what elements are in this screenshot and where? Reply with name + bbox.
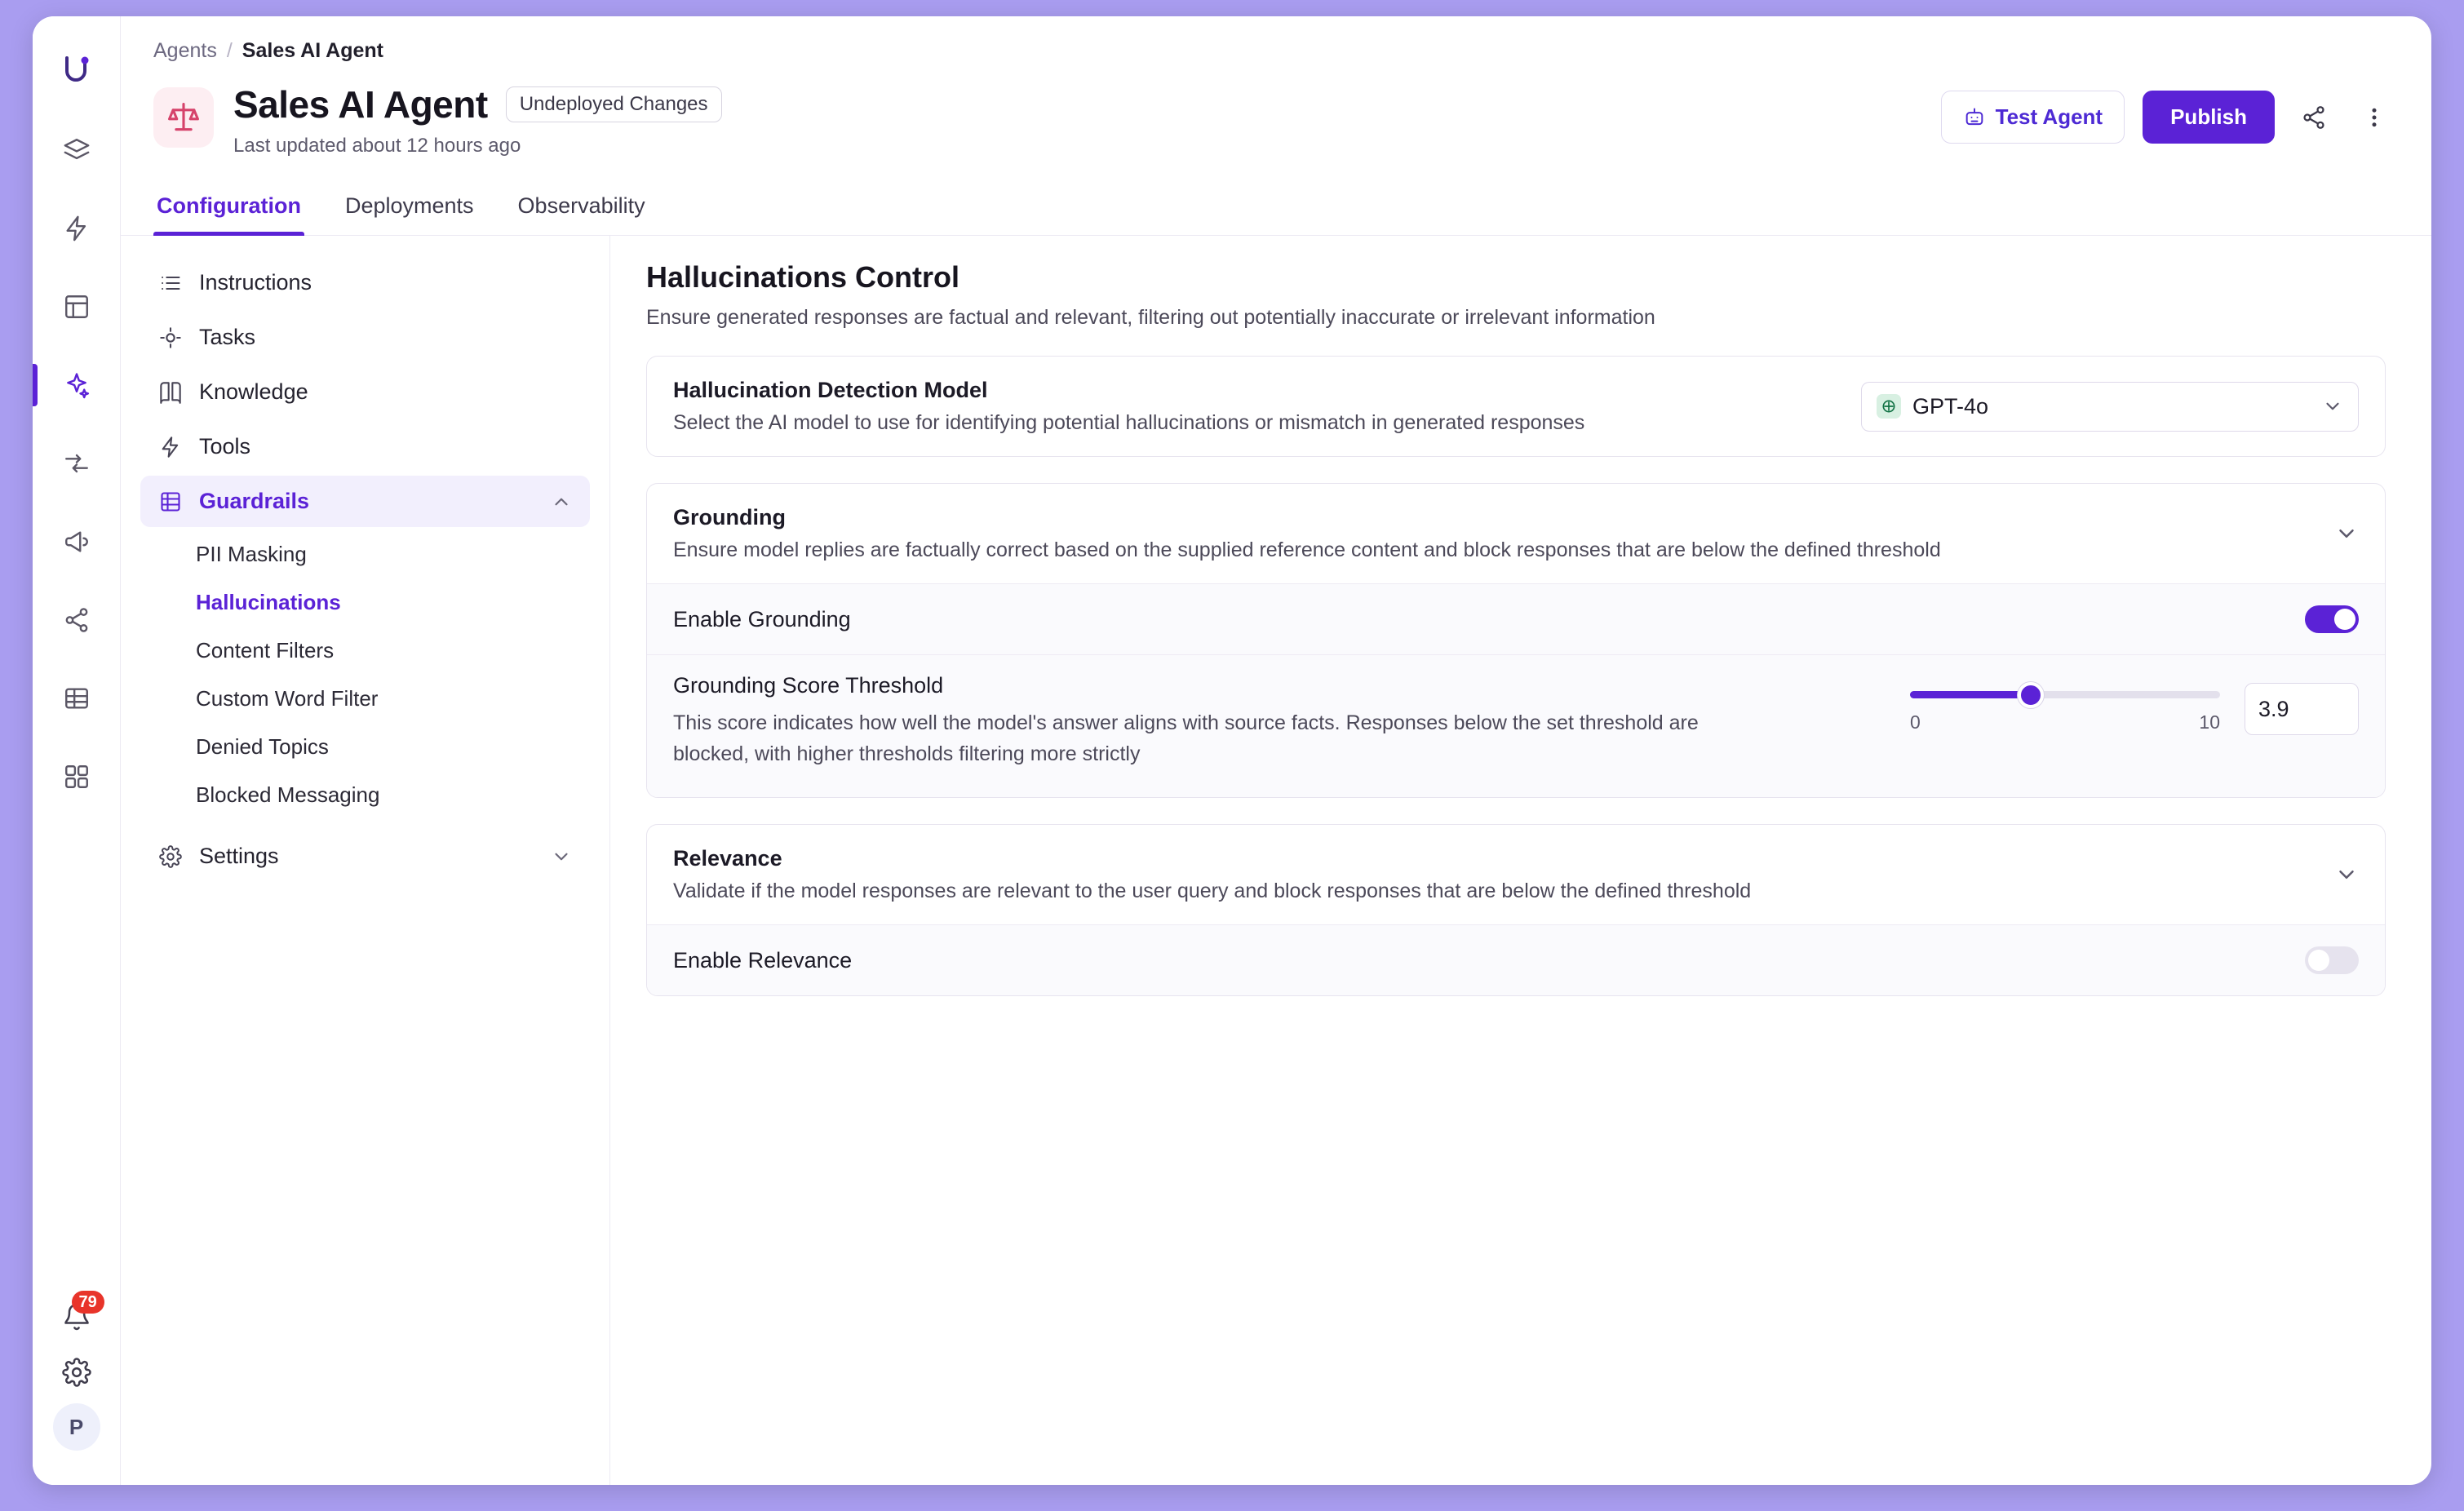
content-panel	[610, 236, 2431, 1485]
brand-logo-icon[interactable]	[54, 46, 100, 91]
chevron-down-icon[interactable]	[2334, 862, 2359, 887]
model-select[interactable]	[1861, 382, 2359, 432]
chevron-down-icon[interactable]	[2334, 521, 2359, 546]
relevance-title: Relevance	[673, 846, 782, 871]
header-actions	[1941, 91, 2395, 144]
grounding-threshold-label: Grounding Score Threshold	[673, 673, 944, 698]
agent-avatar-icon	[153, 87, 214, 148]
slider-fill	[1910, 691, 2031, 698]
notification-count-badge: 79	[72, 1291, 104, 1314]
grounding-header[interactable]	[647, 484, 2385, 583]
bolt-icon	[158, 436, 183, 459]
bolt-icon	[63, 215, 91, 242]
gear-icon	[158, 845, 183, 868]
tab-bar	[121, 182, 2431, 236]
sidebar-item-knowledge[interactable]	[140, 366, 590, 418]
slider-max-label: 10	[2199, 711, 2220, 733]
slider-handle[interactable]	[2018, 682, 2044, 708]
layers-icon	[63, 136, 91, 164]
sidebar-item-apps[interactable]	[51, 751, 103, 803]
notifications-button[interactable]	[62, 1293, 97, 1332]
sidebar-item-label: Knowledge	[199, 379, 308, 404]
sidebar-item-denied-topics[interactable]: Denied Topics	[196, 734, 329, 759]
sidebar-item-integrations[interactable]	[51, 594, 103, 646]
enable-relevance-label: Enable Relevance	[673, 947, 853, 973]
secondary-sidebar	[121, 236, 610, 1485]
publish-label: Publish	[2170, 104, 2247, 129]
section-description: Ensure generated responses are factual and relevant, filtering out potentially inaccurate or irrelevant information	[646, 306, 1655, 329]
last-updated-text: Last updated about 12 hours ago	[233, 135, 521, 157]
sidebar-item-label: Tasks	[199, 325, 256, 349]
tab-configuration[interactable]: Configuration	[153, 182, 304, 235]
more-options-button[interactable]	[2353, 96, 2395, 139]
sidebar-item-label: Tools	[199, 434, 251, 459]
sidebar-item-workspace[interactable]	[51, 281, 103, 333]
test-agent-icon	[1963, 106, 1986, 129]
sidebar-item-guardrails[interactable]	[140, 476, 590, 527]
slider-min-label: 0	[1910, 711, 1921, 733]
sidebar-item-hallucinations[interactable]: Hallucinations	[196, 590, 341, 614]
sidebar-item-layers[interactable]	[51, 124, 103, 176]
sidebar-item-agents[interactable]	[51, 359, 103, 411]
grounding-card	[646, 483, 2386, 798]
model-select-value: GPT-4o	[1912, 393, 1989, 419]
sidebar-item-instructions[interactable]	[140, 257, 590, 308]
page-header	[121, 68, 2431, 157]
share-icon	[2301, 104, 2327, 131]
sidebar-item-label: Settings	[199, 844, 279, 868]
grounding-description: Ensure model replies are factually correct based on the supplied reference content and block responses that are below the defined threshold	[673, 538, 1941, 561]
app-window	[33, 16, 2431, 1485]
layout-panel-icon	[63, 293, 91, 321]
slider-track[interactable]	[1910, 691, 2220, 698]
grounding-title: Grounding	[673, 505, 786, 530]
gear-icon	[62, 1358, 91, 1387]
relevance-header[interactable]	[647, 825, 2385, 924]
sidebar-item-tables[interactable]	[51, 672, 103, 724]
grid-apps-icon	[63, 763, 91, 791]
breadcrumb-current: Sales AI Agent	[242, 39, 383, 62]
settings-button[interactable]	[62, 1358, 91, 1387]
target-icon	[158, 326, 183, 349]
sidebar-item-content-filters[interactable]: Content Filters	[196, 638, 335, 662]
detection-model-header	[647, 357, 2385, 456]
enable-grounding-row	[647, 583, 2385, 654]
enable-relevance-row	[647, 924, 2385, 995]
chevron-down-icon	[2322, 396, 2343, 417]
enable-grounding-label: Enable Grounding	[673, 606, 851, 631]
grounding-threshold-description: This score indicates how well the model's answer aligns with source facts. Responses below the set threshold are blocked, with higher thresholds filtering more strictly	[673, 711, 1699, 765]
book-icon	[158, 381, 183, 404]
table-icon	[63, 685, 91, 712]
sidebar-item-custom-word-filter[interactable]: Custom Word Filter	[196, 686, 379, 711]
avatar[interactable]: P	[53, 1403, 100, 1451]
section-title: Hallucinations Control	[646, 260, 960, 294]
chevron-down-icon[interactable]	[551, 846, 572, 867]
openai-model-icon	[1877, 394, 1901, 419]
test-agent-label: Test Agent	[1995, 104, 2103, 129]
share-network-icon	[63, 606, 91, 634]
tab-observability[interactable]: Observability	[517, 193, 645, 218]
shield-grid-icon	[158, 490, 183, 513]
sidebar-item-tasks[interactable]	[140, 312, 590, 363]
grounding-threshold-input[interactable]: 3.9	[2245, 683, 2359, 735]
publish-button[interactable]	[2143, 91, 2275, 144]
test-agent-button[interactable]	[1941, 91, 2125, 144]
relevance-description: Validate if the model responses are relevant to the user query and block responses that are below the defined threshold	[673, 880, 1752, 902]
grounding-threshold-row	[647, 654, 2385, 797]
breadcrumb	[121, 16, 2431, 68]
sidebar-item-pii-masking[interactable]: PII Masking	[196, 542, 307, 566]
sidebar-item-label: Instructions	[199, 270, 312, 295]
enable-grounding-toggle[interactable]	[2305, 605, 2359, 633]
share-button[interactable]	[2293, 96, 2335, 139]
detection-model-description: Select the AI model to use for identifying potential hallucinations or mismatch in generated responses	[673, 411, 1585, 434]
sidebar-item-blocked-messaging[interactable]: Blocked Messaging	[196, 782, 380, 807]
tab-deployments[interactable]: Deployments	[344, 193, 474, 218]
slider-scale	[1910, 711, 2220, 733]
list-icon	[158, 272, 183, 295]
breadcrumb-separator: /	[226, 39, 233, 62]
sidebar-item-flows[interactable]	[51, 437, 103, 490]
more-vertical-icon	[2362, 105, 2386, 130]
sparkles-icon	[63, 371, 91, 399]
status-badge: Undeployed Changes	[506, 86, 722, 122]
sidebar-footer	[53, 1293, 100, 1485]
enable-relevance-toggle[interactable]	[2305, 946, 2359, 974]
megaphone-icon	[63, 528, 91, 556]
detection-model-title: Hallucination Detection Model	[673, 378, 988, 402]
relevance-card	[646, 824, 2386, 996]
sidebar-item-automations[interactable]	[51, 202, 103, 255]
sidebar-item-settings[interactable]	[140, 831, 590, 882]
body-area	[121, 236, 2431, 1485]
primary-sidebar	[33, 16, 121, 1485]
breadcrumb-root[interactable]: Agents	[153, 39, 217, 62]
chevron-up-icon[interactable]	[551, 491, 572, 512]
sidebar-item-label: Guardrails	[199, 489, 310, 513]
arrow-flow-icon	[63, 450, 91, 477]
sidebar-item-tools[interactable]	[140, 421, 590, 472]
grounding-threshold-slider[interactable]	[1910, 673, 2220, 733]
detection-model-card	[646, 356, 2386, 457]
page-title: Sales AI Agent	[233, 83, 488, 126]
main-area	[121, 16, 2431, 1485]
sidebar-item-campaigns[interactable]	[51, 516, 103, 568]
